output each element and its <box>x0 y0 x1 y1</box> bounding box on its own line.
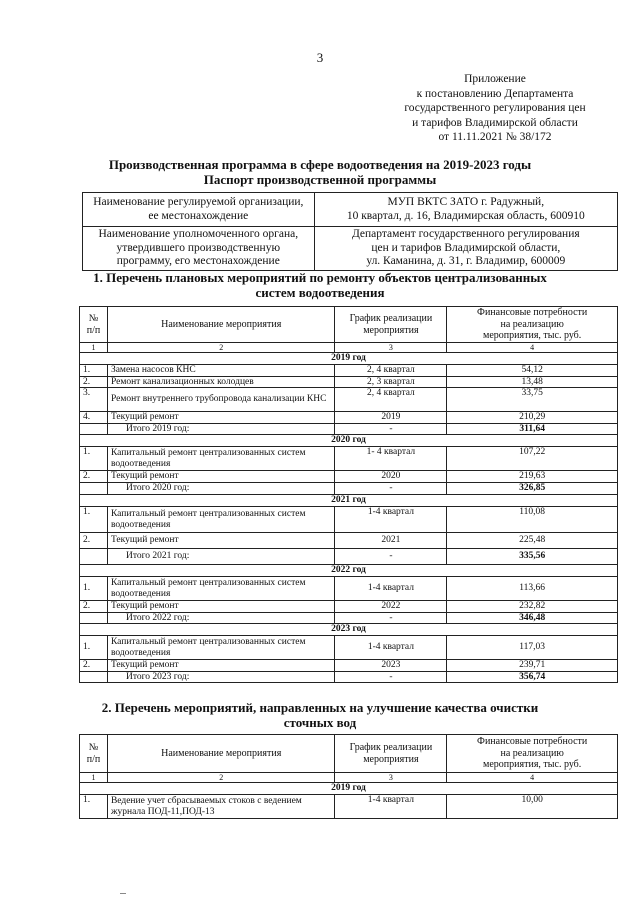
year-label: 2022 год <box>80 565 618 577</box>
measure-schedule: 1-4 квартал <box>335 636 447 660</box>
total-row <box>80 549 618 565</box>
measure-finance: 239,71 <box>447 660 618 672</box>
table-row <box>80 471 618 483</box>
total-schedule: - <box>335 671 447 683</box>
row-number: 4. <box>80 412 108 424</box>
year-label: 2019 год <box>80 783 618 795</box>
measure-name: Ведение учет сбрасываемых стоков с ведением журнала ПОД-11,ПОД-13 <box>107 795 335 819</box>
text-line: График реализации <box>349 313 433 324</box>
total-finance: 356,74 <box>447 671 618 683</box>
total-row <box>80 671 618 683</box>
table-row <box>80 365 618 377</box>
document-subtitle: Паспорт производственной программы <box>203 172 437 187</box>
year-row <box>80 783 618 795</box>
column-index: 1 <box>80 343 108 353</box>
text-line: на реализацию <box>500 747 564 759</box>
measure-schedule: 2019 <box>335 412 447 424</box>
measure-schedule: 2020 <box>335 471 447 483</box>
table-row <box>80 507 618 533</box>
total-label: Итого 2021 год: <box>107 549 335 565</box>
table-row <box>80 636 618 660</box>
measure-schedule: 2021 <box>335 533 447 549</box>
year-row <box>80 565 618 577</box>
row-number: 2. <box>80 471 108 483</box>
measure-name: Капитальный ремонт централизованных систем водоотведения <box>107 636 335 660</box>
empty-cell <box>80 671 108 683</box>
total-label: Итого 2022 год: <box>107 612 335 624</box>
text-line: № <box>88 742 99 753</box>
column-index: 3 <box>335 773 447 783</box>
appendix-line: к постановлению Департамента <box>416 87 574 100</box>
text-line: ул. Каманина, д. 31, г. Владимир, 600009 <box>366 255 566 267</box>
year-row <box>80 495 618 507</box>
text-line: цен и тарифов Владимирской области, <box>371 241 561 254</box>
col-header-schedule <box>335 735 447 773</box>
text-line: График реализации <box>349 742 433 753</box>
text-line: Департамент государственного регулирования <box>351 228 580 240</box>
measure-finance: 110,08 <box>447 507 618 533</box>
measure-finance: 210,29 <box>447 412 618 424</box>
text-line: мероприятия <box>363 324 419 336</box>
measure-name: Текущий ремонт <box>107 601 335 613</box>
total-schedule: - <box>335 549 447 565</box>
total-schedule: - <box>335 483 447 495</box>
table-row <box>80 795 618 819</box>
total-schedule: - <box>335 612 447 624</box>
text-line: мероприятия <box>363 753 419 765</box>
total-row <box>80 483 618 495</box>
document-title <box>0 157 640 187</box>
col-header-schedule <box>335 307 447 343</box>
measure-finance: 117,03 <box>447 636 618 660</box>
year-label: 2021 год <box>80 495 618 507</box>
section-title-line: 1. Перечень плановых мероприятий по ремонту объектов централизованных <box>93 270 547 285</box>
passport-table <box>82 192 618 271</box>
row-number: 1. <box>80 795 108 819</box>
measure-finance: 33,75 <box>447 388 618 412</box>
passport-value <box>314 227 617 271</box>
col-header-finance <box>447 307 618 343</box>
text-line: № <box>88 313 99 324</box>
total-label: Итого 2020 год: <box>107 483 335 495</box>
column-index: 4 <box>447 343 618 353</box>
row-number: 1. <box>80 365 108 377</box>
measure-finance: 232,82 <box>447 601 618 613</box>
appendix-line: и тарифов Владимирской области <box>412 116 578 129</box>
table-row <box>80 660 618 672</box>
text-line: утвердившего производственную <box>116 241 281 254</box>
year-label: 2023 год <box>80 624 618 636</box>
col-header-num <box>80 307 108 343</box>
measure-schedule: 2023 <box>335 660 447 672</box>
measure-schedule: 2, 3 квартал <box>335 376 447 388</box>
row-number: 1. <box>80 507 108 533</box>
text-line: программу, его местонахождение <box>116 255 280 267</box>
year-label: 2019 год <box>80 353 618 365</box>
col-header-name: Наименование мероприятия <box>107 735 335 773</box>
appendix-line: Приложение <box>464 73 526 85</box>
passport-row <box>83 193 618 227</box>
measure-schedule: 1-4 квартал <box>335 507 447 533</box>
measure-schedule: 1-4 квартал <box>335 577 447 601</box>
column-index: 2 <box>107 773 335 783</box>
measure-name: Текущий ремонт <box>107 533 335 549</box>
measure-name: Текущий ремонт <box>107 471 335 483</box>
table-row <box>80 388 618 412</box>
col-header-name: Наименование мероприятия <box>107 307 335 343</box>
passport-label <box>83 193 315 227</box>
table-header-row <box>80 735 618 773</box>
treatment-quality-table <box>79 734 618 819</box>
measure-name: Ремонт внутреннего трубопровода канализации КНС <box>107 388 335 412</box>
total-row <box>80 423 618 435</box>
row-number: 1. <box>80 447 108 471</box>
table-row <box>80 601 618 613</box>
appendix-line: от 11.11.2021 № 38/172 <box>438 131 552 143</box>
total-label: Итого 2023 год: <box>107 671 335 683</box>
measure-finance: 10,00 <box>447 795 618 819</box>
table-row <box>80 577 618 601</box>
passport-row <box>83 227 618 271</box>
measure-finance: 219,63 <box>447 471 618 483</box>
repair-measures-table <box>79 306 618 683</box>
measure-schedule: 1-4 квартал <box>335 795 447 819</box>
row-number: 1. <box>80 577 108 601</box>
col-header-finance <box>447 735 618 773</box>
table-row <box>80 412 618 424</box>
total-schedule: - <box>335 423 447 435</box>
col-header-num <box>80 735 108 773</box>
total-finance: 326,85 <box>447 483 618 495</box>
column-index: 2 <box>107 343 335 353</box>
text-line: Финансовые потребности <box>477 307 588 319</box>
page-number: 3 <box>316 50 324 65</box>
measure-name: Текущий ремонт <box>107 412 335 424</box>
appendix-line: государственного регулирования цен <box>404 102 586 114</box>
text-line: ее местонахождение <box>148 209 249 222</box>
row-number: 2. <box>80 533 108 549</box>
appendix-block <box>380 72 610 145</box>
measure-name: Капитальный ремонт централизованных систем водоотведения <box>107 507 335 533</box>
section-title-line: 2. Перечень мероприятий, направленных на улучшение качества очистки <box>101 700 539 715</box>
section1-title <box>0 270 640 300</box>
text-line: 10 квартал, д. 16, Владимирская область, 600910 <box>346 209 585 222</box>
text-line: мероприятия, тыс. руб. <box>483 330 582 342</box>
empty-cell <box>80 483 108 495</box>
measure-schedule: 2, 4 квартал <box>335 388 447 412</box>
year-row <box>80 624 618 636</box>
measure-name: Ремонт канализационных колодцев <box>107 376 335 388</box>
table-row <box>80 376 618 388</box>
text-line: на реализацию <box>500 318 564 330</box>
total-label: Итого 2019 год: <box>107 423 335 435</box>
column-index: 4 <box>447 773 618 783</box>
total-row <box>80 612 618 624</box>
measure-finance: 113,66 <box>447 577 618 601</box>
table-row <box>80 447 618 471</box>
measure-finance: 54,12 <box>447 365 618 377</box>
text-line: Финансовые потребности <box>477 736 588 748</box>
measure-schedule: 1- 4 квартал <box>335 447 447 471</box>
column-index-row <box>80 343 618 353</box>
year-label: 2020 год <box>80 435 618 447</box>
scan-mark <box>120 893 126 894</box>
total-finance: 311,64 <box>447 423 618 435</box>
measure-name: Текущий ремонт <box>107 660 335 672</box>
total-finance: 346,48 <box>447 612 618 624</box>
measure-finance: 225,48 <box>447 533 618 549</box>
text-line: Наименование регулируемой организации, <box>93 196 304 208</box>
row-number: 1. <box>80 636 108 660</box>
section-title-line: систем водоотведения <box>255 285 385 300</box>
row-number: 3. <box>80 388 108 412</box>
text-line: п/п <box>86 753 101 765</box>
row-number: 2. <box>80 601 108 613</box>
section2-title <box>0 700 640 730</box>
year-row <box>80 435 618 447</box>
document-title-line: Производственная программа в сфере водоотведения на 2019-2023 годы <box>108 157 532 172</box>
column-index: 3 <box>335 343 447 353</box>
text-line: Наименование уполномоченного органа, <box>98 228 299 240</box>
measure-schedule: 2, 4 квартал <box>335 365 447 377</box>
section-title-line: сточных вод <box>283 715 357 730</box>
measure-finance: 107,22 <box>447 447 618 471</box>
row-number: 2. <box>80 660 108 672</box>
passport-label <box>83 227 315 271</box>
measure-schedule: 2022 <box>335 601 447 613</box>
measure-finance: 13,48 <box>447 376 618 388</box>
column-index: 1 <box>80 773 108 783</box>
column-index-row <box>80 773 618 783</box>
table-header-row <box>80 307 618 343</box>
measure-name: Замена насосов КНС <box>107 365 335 377</box>
text-line: п/п <box>86 324 101 336</box>
empty-cell <box>80 612 108 624</box>
row-number: 2. <box>80 376 108 388</box>
table-row <box>80 533 618 549</box>
text-line: МУП ВКТС ЗАТО г. Радужный, <box>387 196 545 208</box>
year-row <box>80 353 618 365</box>
passport-value <box>314 193 617 227</box>
empty-cell <box>80 549 108 565</box>
empty-cell <box>80 423 108 435</box>
measure-name: Капитальный ремонт централизованных систем водоотведения <box>107 447 335 471</box>
total-finance: 335,56 <box>447 549 618 565</box>
text-line: мероприятия, тыс. руб. <box>483 759 582 771</box>
measure-name: Капитальный ремонт централизованных систем водоотведения <box>107 577 335 601</box>
